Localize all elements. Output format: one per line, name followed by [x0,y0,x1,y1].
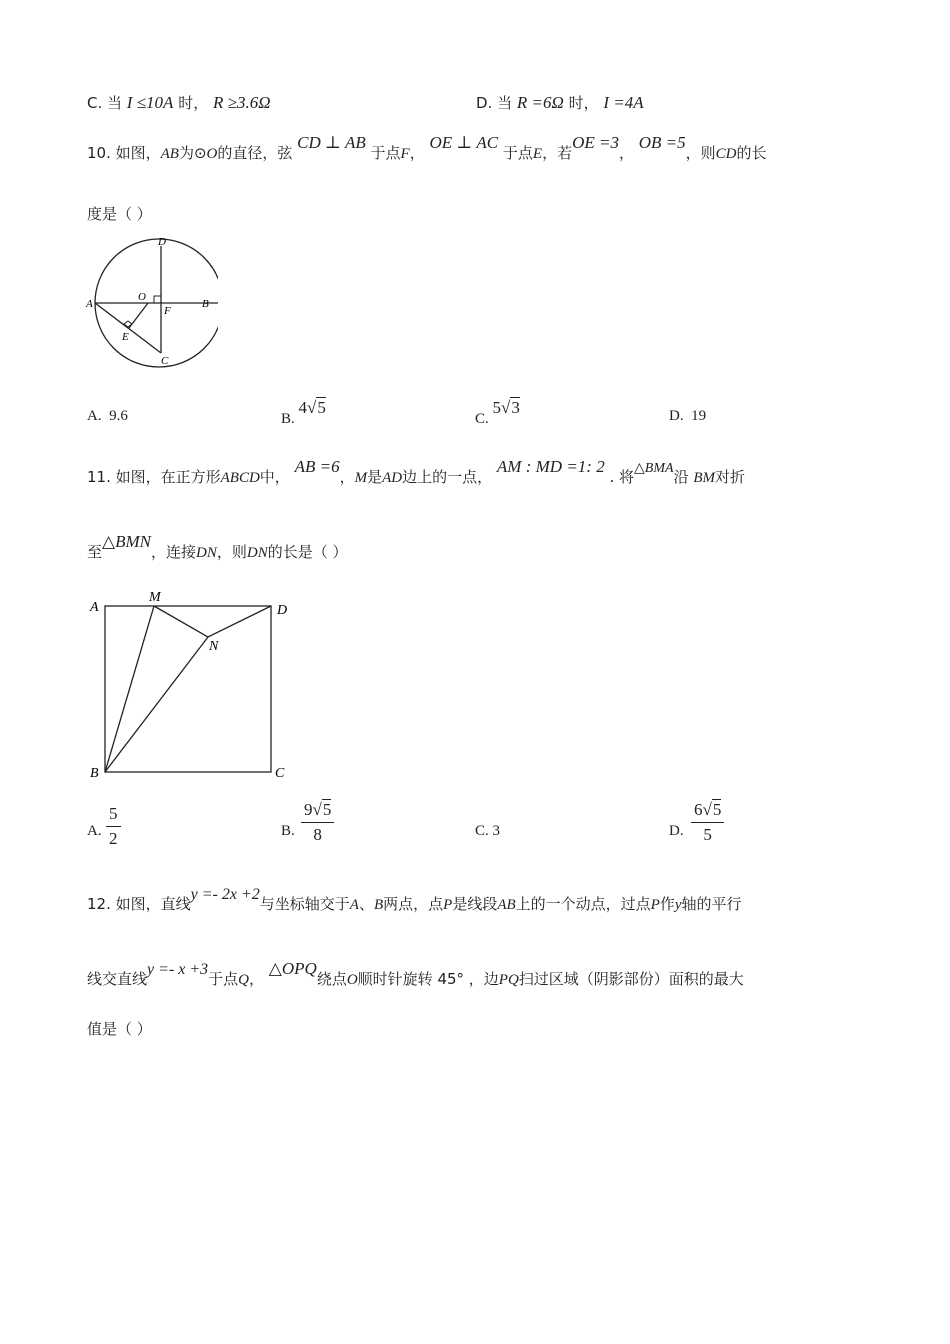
q11-dn: DN [196,545,217,561]
q10-option-b: B. 4√5 [281,398,326,427]
q9-option-d [476,92,644,113]
q10-o: O [206,146,218,162]
q11-ad: AD [382,470,403,486]
q11-number: 11. 如图，在正方形 [87,468,221,486]
q12-sep: 、 [358,895,374,913]
q11-option-d-denominator: 5 [703,825,712,844]
q10-option-a [87,408,128,425]
q11-bm: BM [693,470,716,486]
q12-math-triangle-opq: △OPQ [268,959,317,978]
q10-text-then: ，则 [685,144,716,162]
q10-line2: 度是（ ） [87,205,152,223]
q9-option-c-math2: R ≥3.6Ω [213,93,271,112]
q10-label-a: A [86,298,93,310]
q10-math-oe-3: OE =3 [572,133,619,152]
q11-option-a-numerator: 5 [106,804,121,827]
q10-comma2: ， [618,144,634,162]
q10-option-c-label: C. [475,411,489,427]
q12-text-around: 绕点 [316,970,347,988]
q11-option-d-radicand: 5 [712,800,722,819]
q10-option-a-label: A. [87,408,102,424]
q10-cd: CD [715,146,737,162]
q10-text-at-point2: 于点 [502,144,533,162]
q11-label-m: M [149,590,161,605]
q12-text-moving-point: 上的一个动点，过点 [515,895,651,913]
q12-text-two-points: 两点，点 [383,895,444,913]
q11-label-c: C [275,766,285,781]
q9-option-d-math2: I =4A [603,93,644,112]
q12-ab: AB [497,897,516,913]
q11-option-c-value: 3 [492,823,501,839]
q12-p2: P [650,897,660,913]
q11-text-is: 是 [367,468,383,486]
q11-option-c-label: C. [475,823,489,839]
q9-option-d-math1: R =6Ω [516,93,564,112]
q12-q: Q [238,972,249,988]
q10-label-d: D [158,236,166,248]
q10-right-angle-f [154,296,161,303]
q11-option-b-fraction [301,800,334,845]
q11-abcd: ABCD [220,470,260,486]
q10-figure [84,236,218,370]
q10-option-b-label: B. [281,411,295,427]
q11-m: M [354,470,368,486]
q12-text-rotate: 顺时针旋转 45° ，边 [357,970,499,988]
q11-text-then: ，则 [216,543,247,561]
q11-segment-mn [154,606,208,637]
q11-text-in: 中， [259,468,290,486]
q11-text-length-is: 的长是（ ） [267,543,348,561]
q11-option-b-denominator: 8 [313,825,322,844]
q12-a: A [349,897,359,913]
q10-e: E [532,146,543,162]
q11-math-ratio: AM : MD =1: 2 [496,457,605,476]
q12-o: O [346,972,358,988]
q12-line1 [87,886,742,914]
q11-option-c [475,823,500,840]
q11-option-b-label: B. [281,823,295,839]
q12-line3: 值是（ ） [87,1020,152,1038]
q11-option-d-coef: 6 [694,800,703,819]
q11-math-triangle-bmn: △BMN [102,532,151,551]
q10-circle-symbol: 为⊙ [178,144,207,162]
q10-f: F [400,146,410,162]
q10-math-oe-perp-ac: OE ⊥ AC [429,133,499,152]
q11-text-point-on-side: 边上的一点， [402,468,493,486]
q11-option-d-fraction [691,800,724,845]
q9-option-c-prefix: C. 当 [87,94,123,112]
q12-text-parallel: 轴的平行 [681,895,742,913]
q11-option-d-numerator: 6√5 [691,800,724,823]
q10-chord-ac [95,303,161,353]
q9-option-c [87,92,271,113]
q11-text-along: 沿 [673,468,689,486]
q10-ab: AB [160,146,179,162]
q12-math-line1: y =- 2x +2 [190,886,260,903]
q11-figure [88,587,293,782]
q12-comma: ， [249,970,265,988]
q11-option-a-label: A. [87,823,102,839]
q11-segment-bn [105,637,208,772]
q11-text-fold-over: 对折 [715,468,746,486]
q12-p: P [443,897,453,913]
q10-text-length: 的长 [736,144,767,162]
q12-pq: PQ [498,972,519,988]
q11-label-b: B [90,766,99,781]
q11-option-b-radicand: 5 [322,800,332,819]
q12-text-draw: 作 [659,895,675,913]
q10-option-d-value: 19 [691,408,707,424]
q11-segment-nd [208,606,271,637]
q10-text-at-point: 于点 [370,144,401,162]
q10-math-ob-5: OB =5 [638,133,686,152]
q10-label-o: O [138,291,146,303]
q10-line1 [87,133,767,163]
q10-label-b: B [202,298,209,310]
q11-label-d: D [277,603,288,618]
q9-option-d-prefix: D. 当 [476,94,513,112]
q11-math-triangle-bma: △BMA [634,461,674,476]
q10-text-diameter: 的直径，弦 [217,144,293,162]
q10-option-b-coef: 4 [298,398,308,417]
q11-segment-bm [105,606,154,772]
q11-line1 [87,457,746,487]
q12-y: y [674,897,682,913]
q11-option-b-numerator: 9√5 [301,800,334,823]
q10-label-c: C [161,355,169,367]
q10-option-a-value: 9.6 [109,408,128,424]
q10-option-b-radicand: 5 [317,398,326,417]
q12-b: B [373,897,384,913]
q10-option-c-radicand: 3 [511,398,520,417]
q10-option-d [669,408,706,425]
q9-option-c-math1: I ≤10A [126,93,174,112]
q11-text-to: 至 [87,543,103,561]
q10-label-e: E [122,331,129,343]
q12-number: 12. 如图，直线 [87,895,191,913]
q11-line2 [87,532,348,562]
q11-label-a: A [90,600,99,615]
q9-option-d-mid: 时， [568,94,599,112]
q10-label-f: F [164,305,171,317]
q12-text-area: 扫过区域（阴影部份）面积的最大 [518,970,744,988]
q9-option-c-mid: 时， [178,94,209,112]
q12-math-line2: y =- x +3 [147,961,209,978]
q10-comma1: ， [409,144,425,162]
q11-option-b-coef: 9 [304,800,313,819]
q11-label-n: N [209,639,219,654]
q10-text-if: ，若 [542,144,573,162]
q10-number: 10. 如图， [87,144,161,162]
q11-dn2: DN [246,545,268,561]
q10-option-c-coef: 5 [492,398,502,417]
q10-option-d-label: D. [669,408,684,424]
q11-math-ab-6: AB =6 [294,457,340,476]
q10-math-cd-perp-ab: CD ⊥ AB [297,133,366,152]
q11-text-fold: . 将 [609,468,635,486]
q12-text-segment: 是线段 [452,895,498,913]
q11-option-a-fraction [106,804,121,849]
q11-option-d-label: D. [669,823,684,839]
q10-option-c: C. 5√3 [475,398,520,427]
q11-comma1: ， [339,468,355,486]
q11-option-a-denominator: 2 [109,829,118,848]
q12-text-intersect: 与坐标轴交于 [259,895,350,913]
q11-text-connect: ，连接 [150,543,196,561]
q12-text-at-point: 于点 [208,970,239,988]
q12-text-intersect-line: 线交直线 [87,970,148,988]
q12-line2 [87,959,744,989]
